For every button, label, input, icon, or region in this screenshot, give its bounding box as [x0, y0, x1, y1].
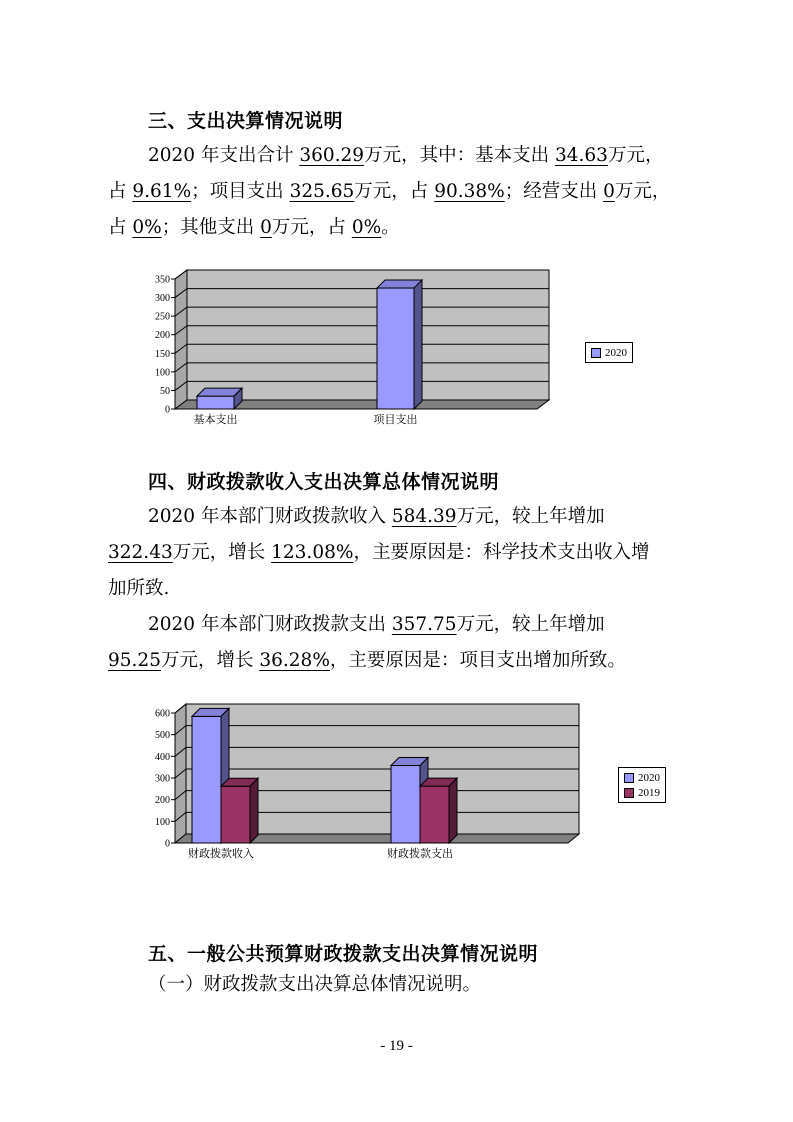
legend-swatch-2020 [624, 773, 634, 783]
y-tick-label: 300 [155, 293, 170, 305]
bar-side-2020-项目支出 [414, 280, 422, 409]
chart-back-wall [187, 270, 549, 400]
fiscal-income-increase: 322.43 [108, 542, 173, 563]
fiscal-expense-increase: 95.25 [108, 650, 161, 671]
legend-swatch-2019 [624, 788, 634, 798]
y-tick-label: 0 [165, 404, 170, 416]
y-tick-label: 50 [160, 385, 170, 397]
fiscal-income-value: 584.39 [391, 506, 457, 527]
bar-side-2019-财政拨款收入 [250, 778, 258, 843]
bar-2019-财政拨款收入 [221, 786, 250, 843]
project-expense-value: 325.65 [289, 181, 355, 202]
operating-expense-pct: 0% [132, 217, 162, 238]
y-tick-label: 300 [155, 773, 170, 785]
section4-line3: 加所致. [108, 578, 170, 599]
x-category-label: 基本支出 [193, 413, 238, 426]
other-expense-pct: 0% [351, 217, 382, 238]
bar-2020-财政拨款收入 [192, 716, 221, 843]
bar-side-2019-财政拨款支出 [449, 778, 457, 843]
bar-2020-基本支出 [197, 396, 234, 409]
section3-line1: 2020 年支出合计 360.29万元，其中：基本支出 34.63万元， [148, 145, 664, 166]
fiscal-income-growth: 123.08% [271, 542, 354, 563]
y-tick-label: 100 [155, 816, 170, 828]
bar-2020-财政拨款支出 [391, 765, 420, 843]
section4-line2: 322.43万元，增长 123.08%，主要原因是：科学技术支出收入增 [108, 542, 650, 563]
x-category-label: 财政拨款支出 [387, 847, 453, 860]
y-tick-label: 200 [155, 795, 170, 807]
section3-paragraph [108, 138, 698, 246]
legend-item-2020: 2020 [624, 770, 660, 785]
chart-side-wall [175, 270, 187, 409]
y-tick-label: 200 [155, 330, 170, 342]
section3-line3: 占 0%；其他支出 0万元，占 0%。 [108, 217, 400, 238]
fiscal-expense-value: 357.75 [391, 614, 457, 635]
chart2-legend [618, 767, 666, 803]
section4-line5: 95.25万元，增长 36.28%，主要原因是：项目支出增加所致。 [108, 650, 626, 671]
bar-2019-财政拨款支出 [420, 786, 449, 843]
y-tick-label: 250 [155, 311, 170, 323]
section3-line2: 占 9.61%；项目支出 325.65万元，占 90.38%；经营支出 0万元， [108, 181, 671, 202]
y-tick-label: 400 [155, 751, 170, 763]
basic-expense-pct: 9.61% [132, 181, 192, 202]
operating-expense-value: 0 [603, 181, 615, 202]
total-expense-value: 360.29 [299, 145, 365, 166]
y-tick-label: 0 [165, 838, 170, 850]
y-tick-label: 350 [155, 274, 170, 286]
section4-paragraph [108, 499, 698, 679]
page-number: - 19 - [380, 1038, 413, 1054]
x-category-label: 项目支出 [373, 413, 418, 426]
expense-chart [135, 262, 655, 432]
y-tick-label: 600 [155, 708, 170, 720]
other-expense-value: 0 [260, 217, 272, 238]
bar-2020-项目支出 [377, 288, 414, 409]
fiscal-chart [135, 700, 605, 870]
x-category-label: 财政拨款收入 [188, 847, 254, 860]
legend-item-2020: 2020 [591, 345, 627, 360]
legend-swatch-2020 [591, 348, 601, 358]
section5-subheading: （一）财政拨款支出决算总体情况说明。 [148, 974, 482, 995]
fiscal-expense-growth: 36.28% [259, 650, 330, 671]
legend-item-2019: 2019 [624, 785, 660, 800]
project-expense-pct: 90.38% [434, 181, 505, 202]
y-tick-label: 500 [155, 730, 170, 742]
section4-line4: 2020 年本部门财政拨款支出 357.75万元，较上年增加 [148, 614, 605, 635]
chart1-legend [585, 342, 633, 363]
y-tick-label: 150 [155, 348, 170, 360]
section4-heading: 四、财政拨款收入支出决算总体情况说明 [148, 471, 500, 493]
basic-expense-value: 34.63 [554, 145, 608, 166]
section3-heading: 三、支出决算情况说明 [148, 110, 344, 132]
section5-heading: 五、一般公共预算财政拨款支出决算情况说明 [148, 943, 539, 965]
y-tick-label: 100 [155, 367, 170, 379]
section4-line1: 2020 年本部门财政拨款收入 584.39万元，较上年增加 [148, 506, 605, 527]
